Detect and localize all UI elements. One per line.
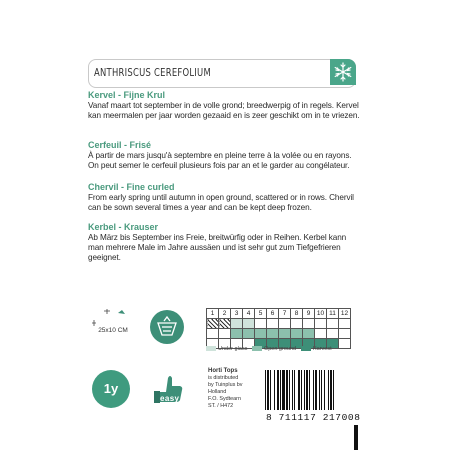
snowflake-icon xyxy=(332,61,354,83)
barcode-number: 8 711117 217008 xyxy=(266,412,361,423)
lifecycle-badge: 1y xyxy=(92,370,130,408)
under-glass-row xyxy=(207,319,351,329)
month-cell: 12 xyxy=(339,309,351,319)
easy-icon xyxy=(146,366,194,414)
legend-harvest: Harvest xyxy=(312,346,332,352)
sowing-method-icon xyxy=(150,310,184,344)
calendar-months-row xyxy=(207,309,351,319)
distributor-line: is distributed xyxy=(208,375,239,381)
cut-mark xyxy=(354,425,358,450)
plant-spacing-icon xyxy=(90,308,135,353)
month-cell: 4 xyxy=(243,309,255,319)
month-cell: 5 xyxy=(255,309,267,319)
month-cell: 9 xyxy=(303,309,315,319)
legend-swatch-harvest xyxy=(301,346,311,351)
description-fr xyxy=(88,140,360,171)
description-body: Ab März bis September ins Freie, breitwürfig oder in Reihen. Kerbel kann man mehrere Male im Jahre aussäen und ist sehr gut zum Tiefgefrieren geeignet. xyxy=(88,233,347,262)
distributor-line: F.O. Sydtearn xyxy=(208,396,241,402)
legend-under-glass: Under glass xyxy=(218,346,248,352)
description-en xyxy=(88,182,360,213)
frost-hardy-badge xyxy=(330,59,356,85)
brand-name: Horti Tops xyxy=(208,368,238,374)
difficulty-label: easy xyxy=(160,394,180,403)
open-ground-row xyxy=(207,329,351,339)
barcode xyxy=(264,370,356,417)
month-cell: 6 xyxy=(267,309,279,319)
spacing-label: 25x10 CM xyxy=(98,327,128,334)
month-cell: 10 xyxy=(315,309,327,319)
description-body: Vanaf maart tot september in de volle grond; breedwerpig of in regels. Kervel kan meermalen per jaar worden gezaaid en is zeer geschikt om in te vriezen. xyxy=(88,101,360,120)
calendar-grid xyxy=(206,308,351,349)
month-cell: 11 xyxy=(327,309,339,319)
description-de xyxy=(88,222,360,263)
description-body: À partir de mars jusqu'à septembre en pleine terre à la volée ou en rayons. On peut semer le cerfeuil plusieurs fois par an et le garder au congélateur. xyxy=(88,151,352,170)
legend-swatch-under-glass xyxy=(206,346,216,351)
legend-open-ground: Open ground xyxy=(263,346,297,352)
month-cell: 8 xyxy=(291,309,303,319)
description-title: Kerbel - Krauser xyxy=(88,222,159,232)
description-nl xyxy=(88,90,360,121)
latin-name: ANTHRISCUS CEREFOLIUM xyxy=(94,66,211,79)
description-title: Cerfeuil - Frisé xyxy=(88,140,152,150)
month-cell: 1 xyxy=(207,309,219,319)
description-title: Chervil - Fine curled xyxy=(88,182,175,192)
legend-swatch-open-ground xyxy=(252,346,262,351)
sowing-calendar xyxy=(206,308,351,349)
distributor-line: Holland xyxy=(208,389,227,395)
month-cell: 3 xyxy=(231,309,243,319)
distributor-info xyxy=(208,368,260,410)
calendar-legend xyxy=(206,346,332,352)
month-cell: 7 xyxy=(279,309,291,319)
distributor-line: ST. / H472 xyxy=(208,403,234,409)
month-cell: 2 xyxy=(219,309,231,319)
description-body: From early spring until autumn in open ground, scattered or in rows. Chervil can be sown several times a year and can be kept deep frozen. xyxy=(88,193,354,212)
distributor-line: by Tuinplus bv xyxy=(208,382,243,388)
description-title: Kervel - Fijne Krul xyxy=(88,90,166,100)
